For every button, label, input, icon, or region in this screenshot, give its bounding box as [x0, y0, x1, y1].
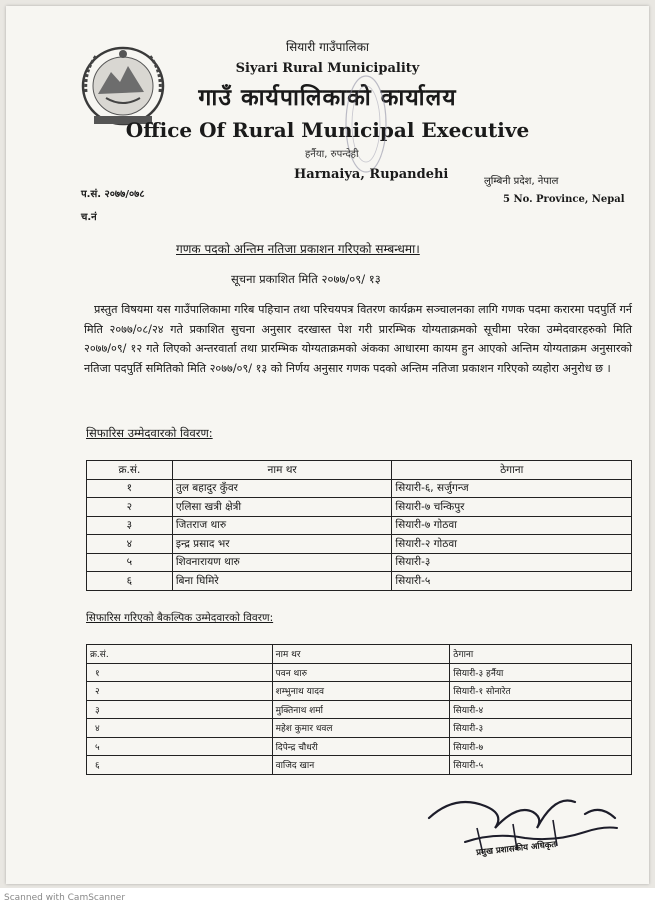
- cell-sn: ४: [87, 719, 273, 738]
- cell-sn: ५: [87, 737, 273, 756]
- cell-address: सियारी-७ गोठवा: [392, 516, 632, 535]
- cell-address: सियारी-१ सोनारेत: [450, 682, 632, 701]
- letter-subject: गणक पदको अन्तिम नतिजा प्रकाशन गरिएको सम्बन्धमा।: [176, 242, 420, 256]
- cell-sn: ४: [87, 535, 173, 554]
- recommended-candidates-table: [86, 460, 632, 591]
- cell-name: मुक्तिनाथ शर्मा: [272, 700, 450, 719]
- office-name-english: Office Of Rural Municipal Executive: [125, 118, 530, 142]
- scanner-watermark: Scanned with CamScanner: [4, 893, 126, 903]
- cell-name: जितराज थारु: [172, 516, 392, 535]
- cell-address: सियारी-५: [450, 756, 632, 775]
- table-header-row: [87, 645, 632, 664]
- cell-sn: २: [87, 682, 273, 701]
- table-row: [87, 498, 632, 517]
- table-row: [87, 756, 632, 775]
- cell-address: सियारी-५: [392, 572, 632, 591]
- place-english: Harnaiya, Rupandehi: [294, 167, 449, 182]
- signatory-designation: प्रमुख प्रशासकीय अधिकृत: [475, 839, 557, 859]
- recommended-section-title: सिफारिस उम्मेदवारको विवरण:: [86, 426, 213, 440]
- column-header-sn: क्र.सं.: [87, 645, 273, 664]
- cell-sn: १: [87, 479, 173, 498]
- table-row: [87, 663, 632, 682]
- table-row: [87, 572, 632, 591]
- cell-sn: ५: [87, 553, 173, 572]
- cell-name: बिना घिमिरे: [172, 572, 392, 591]
- municipality-name-nepali: सियारी गाउँपालिका: [285, 40, 370, 54]
- column-header-name: नाम थर: [172, 461, 392, 480]
- reference-number: प.सं. २०७७/०७८: [81, 189, 145, 200]
- cell-sn: १: [87, 663, 273, 682]
- municipality-name-english: Siyari Rural Municipality: [235, 61, 420, 76]
- cell-sn: ६: [87, 756, 273, 775]
- alternate-section-title: सिफारिस गरिएको बैकल्पिक उम्मेदवारको विवरण:: [86, 612, 274, 624]
- column-header-address: ठेगाना: [450, 645, 632, 664]
- cell-sn: २: [87, 498, 173, 517]
- cell-name: एलिसा खत्री क्षेत्री: [172, 498, 392, 517]
- cell-sn: ३: [87, 516, 173, 535]
- cell-address: सियारी-२ गोठवा: [392, 535, 632, 554]
- table-row: [87, 737, 632, 756]
- table-row: [87, 516, 632, 535]
- table-row: [87, 682, 632, 701]
- cell-address: सियारी-३ हर्नैया: [450, 663, 632, 682]
- column-header-name: नाम थर: [272, 645, 450, 664]
- cell-name: महेश कुमार धवल: [272, 719, 450, 738]
- cell-name: इन्द्र प्रसाद भर: [172, 535, 392, 554]
- cell-name: शिवनारायण थारु: [172, 553, 392, 572]
- cell-name: शम्भुनाथ यादव: [272, 682, 450, 701]
- table-row: [87, 535, 632, 554]
- alternate-candidates-table: [86, 644, 632, 775]
- cell-name: पवन थारु: [272, 663, 450, 682]
- cell-address: सियारी-६, सर्जुगन्ज: [392, 479, 632, 498]
- table-row: [87, 479, 632, 498]
- cell-sn: ६: [87, 572, 173, 591]
- place-nepali: हर्नैया, रुपन्देही: [305, 149, 359, 160]
- province-nepali: लुम्बिनी प्रदेश, नेपाल: [484, 176, 559, 187]
- cell-address: सियारी-४: [450, 700, 632, 719]
- cell-address: सियारी-७: [450, 737, 632, 756]
- cell-name: तुल बहादुर कुँवर: [172, 479, 392, 498]
- province-english: 5 No. Province, Nepal: [503, 194, 625, 205]
- cell-address: सियारी-३: [450, 719, 632, 738]
- column-header-address: ठेगाना: [392, 461, 632, 480]
- notice-date: सूचना प्रकाशित मिति २०७७/०९/ १३: [231, 272, 381, 286]
- dispatch-number: च.नं: [81, 212, 97, 223]
- cell-name: दिपेन्द्र चौधरी: [272, 737, 450, 756]
- body-paragraph: प्रस्तुत विषयमा यस गाउँपालिकामा गरिब पहिचान तथा परिचयपत्र वितरण कार्यक्रम सञ्चालनका लागि गणक पदमा करारमा पदपुर्ति गर्न मिति २०७७/०८/२४ गते प्रकाशित सुचना अनुसार दरखास्त पेश गरी प्रारम्भिक योग्यताक्रमको सूचीमा परेका उम्मेदवारहरुको मिति २०७७/०९/ १२ गते लिएको अन्तरवार्ता तथा प्रारम्भिक योग्यताक्रमको अंकका आधारमा कायम हुन आएको अन्तिम योग्यताक्रम अनुसारको नतिजा पदपुर्ति समितिको मिति २०७७/०९/ १३ को निर्णय अनुसार गणक पदको अन्तिम नतिजा प्रकाशन गरिएको व्यहोरा अनुरोध छ ।: [84, 303, 633, 375]
- cell-sn: ३: [87, 700, 273, 719]
- cell-address: सियारी-७ चन्किपुर: [392, 498, 632, 517]
- table-header-row: [87, 461, 632, 480]
- cell-name: वाजिद खान: [272, 756, 450, 775]
- office-name-nepali: गाउँ कार्यपालिकाको कार्यालय: [198, 85, 457, 111]
- cell-address: सियारी-३: [392, 553, 632, 572]
- table-row: [87, 553, 632, 572]
- table-row: [87, 700, 632, 719]
- official-stamp: [344, 72, 388, 176]
- column-header-sn: क्र.सं.: [87, 461, 173, 480]
- table-row: [87, 719, 632, 738]
